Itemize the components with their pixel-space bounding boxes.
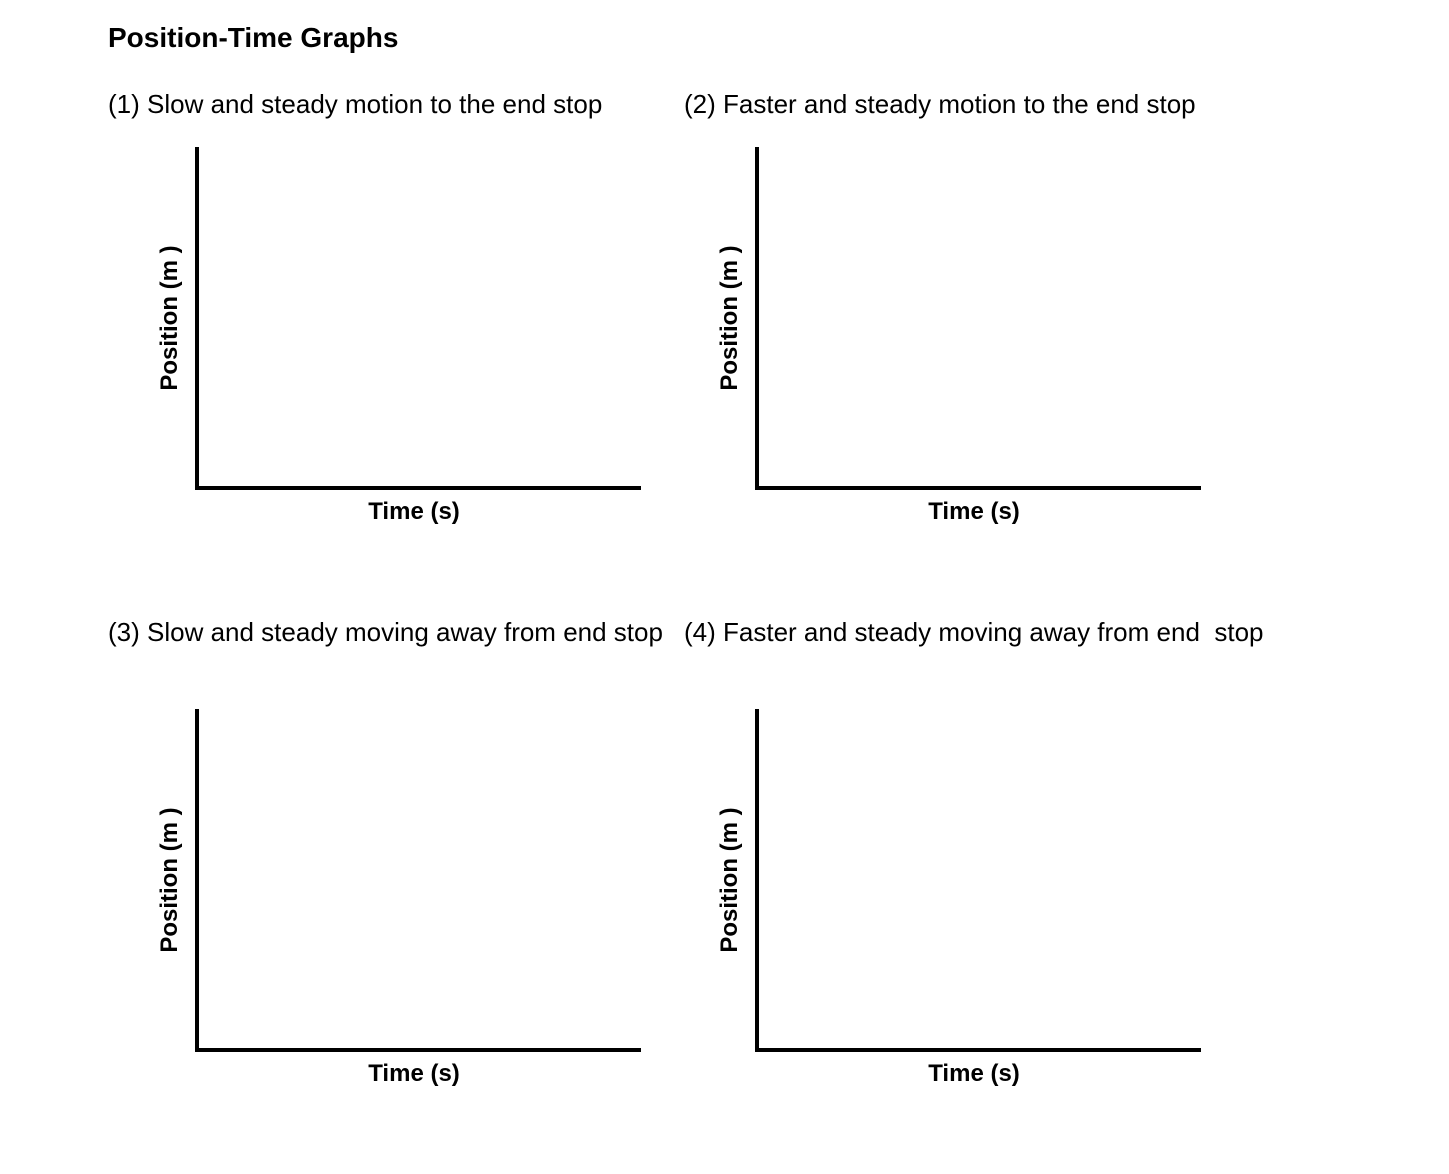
graph-4-caption: (4) Faster and steady moving away from end stop bbox=[684, 617, 1264, 647]
graph-1-caption: (1) Slow and steady motion to the end stop bbox=[108, 89, 603, 119]
graph-3-caption: (3) Slow and steady moving away from end stop bbox=[108, 617, 663, 647]
graph-1-axes bbox=[195, 147, 641, 490]
graph-3-axes bbox=[195, 709, 641, 1052]
graph-2-caption: (2) Faster and steady motion to the end stop bbox=[684, 89, 1196, 119]
page-title: Position-Time Graphs bbox=[108, 22, 399, 53]
graph-3-x-axis-label: Time (s) bbox=[368, 1060, 460, 1087]
graph-4-x-axis-label: Time (s) bbox=[928, 1060, 1020, 1087]
graph-4-y-axis-label: Position (m ) bbox=[716, 807, 743, 953]
graph-2-x-axis-label: Time (s) bbox=[928, 498, 1020, 525]
graph-1-y-axis-label: Position (m ) bbox=[156, 245, 183, 391]
graph-4-axes bbox=[755, 709, 1201, 1052]
graph-2-y-axis-label: Position (m ) bbox=[716, 245, 743, 391]
graph-3-y-axis-label: Position (m ) bbox=[156, 807, 183, 953]
graph-1-x-axis-label: Time (s) bbox=[368, 498, 460, 525]
graph-2-axes bbox=[755, 147, 1201, 490]
